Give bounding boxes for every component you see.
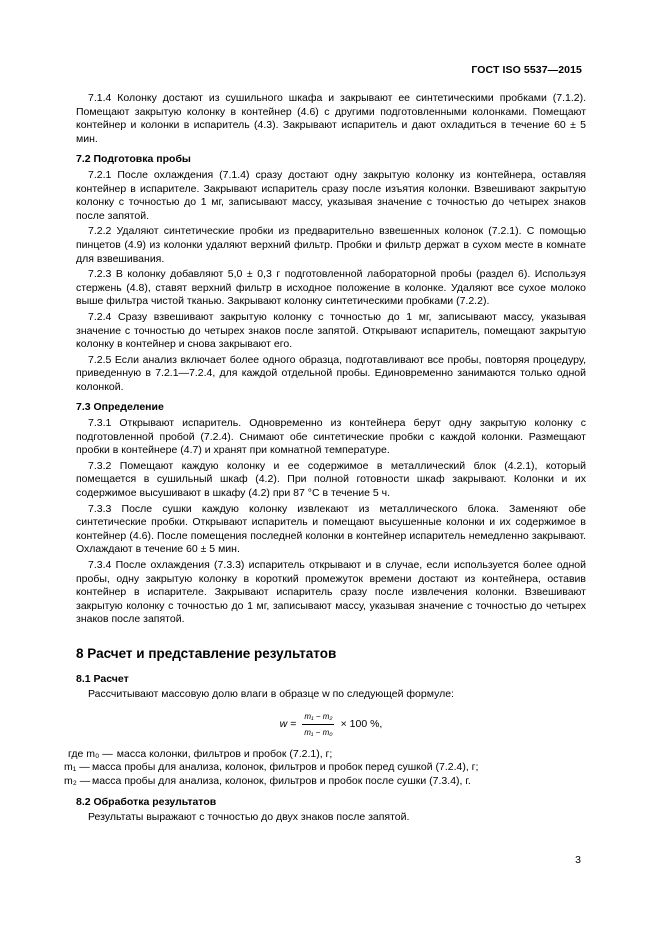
variable-definitions — [64, 747, 586, 789]
paragraph-7-2-3: 7.2.3 В колонку добавляют 5,0 ± 0,3 г подготовленной лабораторной пробы (раздел 6). Используя стержень (4.8), ставят верхний фильтр в исходное положение в колонке. Удаляют все сухое молоко выше фильтра чистой тканью. Закрывают колонку синтетическими пробками (7.2.2). — [76, 268, 586, 308]
section-8-title: 8 Расчет и представление результатов — [76, 645, 337, 661]
formula-numerator: m₁ − m₂ — [302, 710, 334, 726]
paragraph-7-2-1: 7.2.1 После охлаждения (7.1.4) сразу достают одну закрытую колонку из контейнера, оставляя контейнер в испарителе. Закрывают испаритель сразу после изъятия колонки. Взвешивают закрытую колонку с точностью до 1 мг, записывают массу, указывая значение с точностью до четырех знаков после запятой. — [76, 168, 586, 222]
definition-label: m₂ — — [64, 774, 91, 787]
definition-row — [68, 747, 586, 762]
paragraph-7-2-4: 7.2.4 Сразу взвешивают закрытую колонку с точностью до 1 мг, записывают массу, указывая значение с точностью до четырех знаков после запятой. Открывают испаритель, помещают закрытую колонку в контейнер и снова закрывают его. — [76, 310, 586, 351]
section-8-1-title: 8.1 Расчет — [76, 672, 129, 685]
definition-label: m₁ — — [64, 761, 90, 774]
paragraph-7-2-2: 7.2.2 Удаляют синтетические пробки из предварительно взвешенных колонок (7.2.1). С помощью пинцетов (4.9) из колонки удаляют верхний фильтр. Пробки и фильтр держат в сухом месте в комнате для взвешивания. — [76, 225, 586, 265]
formula-denominator: m₁ − m₀ — [304, 728, 333, 738]
paragraph-7-2-5: 7.2.5 Если анализ включает более одного образца, подготавливают все пробы, повторяя процедуру, приведенную в 7.2.1—7.2.4, для каждой отдельной пробы. Единовременно занимаются только одной колонкой. — [76, 353, 586, 393]
paragraph-7-3-4: 7.3.4 После охлаждения (7.3.3) испаритель открывают и в случае, если используется более одной пробы, одну закрытую колонку в короткий промежуток времени достают из контейнера, оставив контейнер в испарителе. Закрывают испаритель сразу после извлечения колонки. Взвешивают закрытую колонку с точностью до 1 мг, записывают массу, указывая значение с точностью до четырех знаков после запятой. — [76, 559, 586, 626]
page-number: 3 — [575, 854, 581, 866]
section-7-3-title: 7.3 Определение — [76, 401, 164, 414]
paragraph-7-3-3: 7.3.3 После сушки каждую колонку извлекают из металлического блока. Заменяют обе синтетические пробки. Открывают испаритель и помещают высушенные колонки и их содержимое в контейнер (4.6). После помещения последней колонки в контейнер испаритель немедленно закрывают. Охлаждают в течение 60 ± 5 мин. — [76, 502, 586, 556]
formula-fraction — [302, 710, 334, 740]
definition-text: масса пробы для анализа, колонок, фильтров и пробок после сушки (7.3.4), г. — [92, 774, 471, 787]
definition-text: масса колонки, фильтров и пробок (7.2.1), г; — [116, 747, 333, 760]
definition-text: масса пробы для анализа, колонок, фильтров и пробок перед сушкой (7.2.4), г; — [92, 761, 479, 774]
formula-lhs: w = — [279, 718, 297, 731]
section-7-2-title: 7.2 Подготовка пробы — [76, 153, 191, 166]
moisture-formula — [76, 710, 586, 740]
definition-row — [64, 774, 586, 789]
paragraph-7-3-2: 7.3.2 Помещают каждую колонку и ее содержимое в металлический блок (4.2.1), который помещается в сушильный шкаф (4.2). При полной готовности шкаф закрывают. Колонки и их содержимое высушивают в шкафу (4.2) при 87 °C в течение 5 ч. — [76, 459, 586, 500]
definition-row — [64, 761, 586, 775]
definition-label: где m₀ — — [68, 747, 113, 760]
paragraph-8-2: Результаты выражают с точностью до двух знаков после запятой. — [88, 811, 410, 824]
page-body — [64, 92, 586, 827]
paragraph-7-1-4: 7.1.4 Колонку достают из сушильного шкафа и закрывают ее синтетическими пробками (7.1.2). Помещают закрытую колонку в контейнер (4.6) с другими подготовленными колонками. Помещают контейнер и колонки в испаритель (4.3). Закрывают испаритель и дают охладиться в течение 60 ± 5 мин. — [76, 92, 586, 145]
formula-rhs: × 100 %, — [340, 718, 383, 731]
paragraph-7-3-1: 7.3.1 Открывают испаритель. Одновременно из контейнера берут одну закрытую колонку с подготовленной пробой (7.2.4). Снимают обе синтетические пробки с каждой колонки. Размещают пробки в контейнере (4.7) и хранят при комнатной температуре. — [76, 417, 586, 457]
document-header: ГОСТ ISO 5537—2015 — [471, 64, 582, 76]
paragraph-8-1: Рассчитывают массовую долю влаги в образце w по следующей формуле: — [88, 688, 454, 701]
section-8-2-title: 8.2 Обработка результатов — [76, 795, 217, 808]
